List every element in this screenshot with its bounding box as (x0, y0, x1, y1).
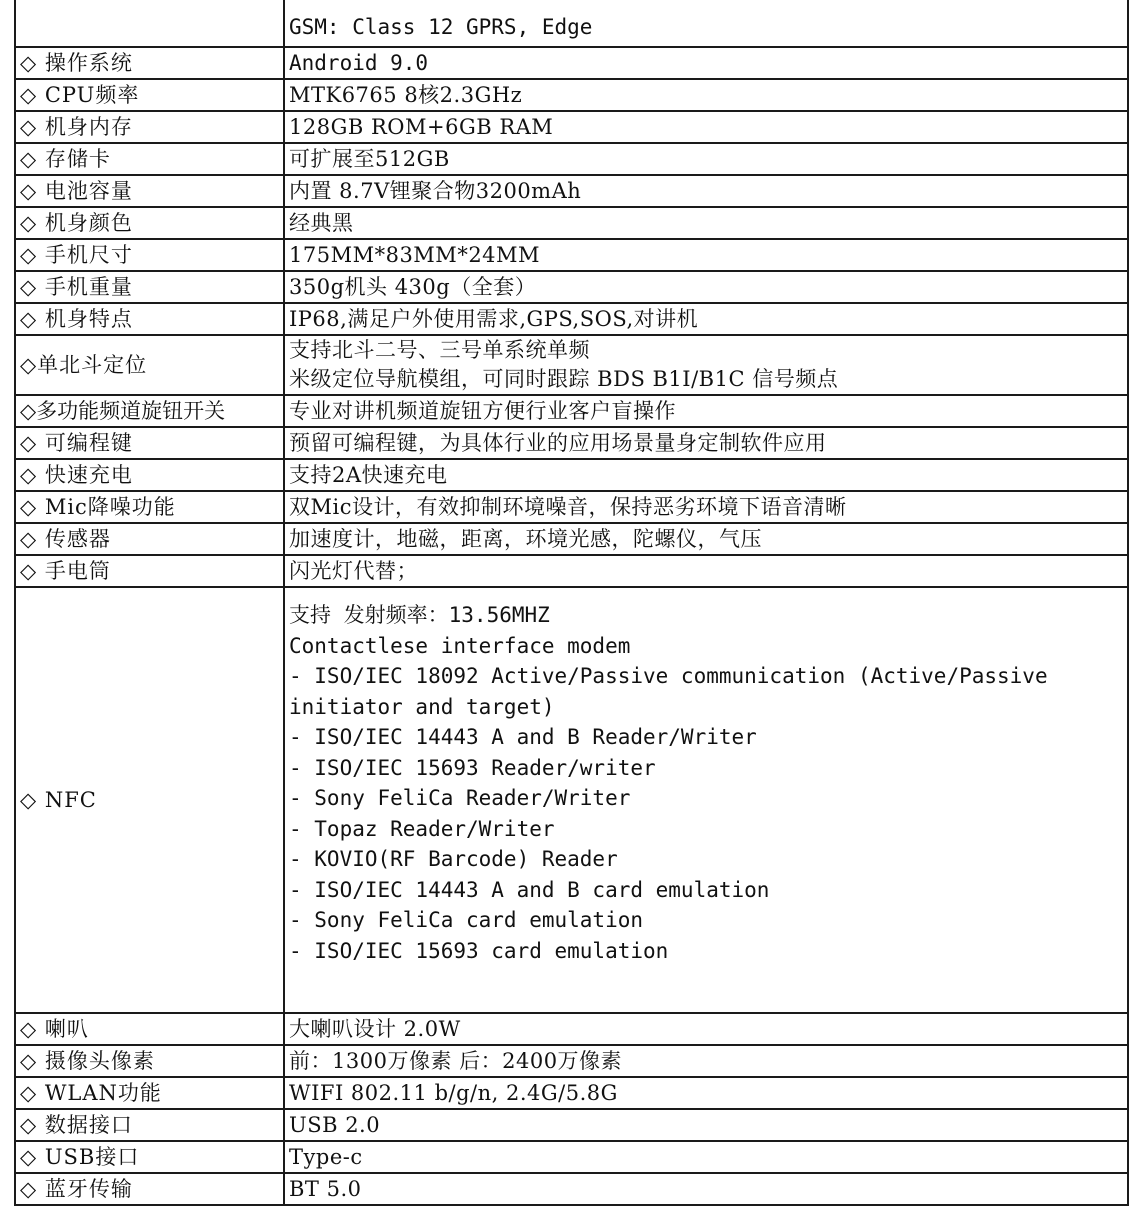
table-row (15, 207, 1128, 239)
spec-label: ◇ 传感器 (15, 523, 284, 555)
spec-value: GSM: Class 12 GPRS, Edge (284, 0, 1128, 47)
spec-value: BT 5.0 (284, 1173, 1128, 1205)
table-row (15, 271, 1128, 303)
spec-value-line: - Topaz Reader/Writer (289, 816, 555, 841)
spec-value-line: - KOVIO(RF Barcode) Reader (289, 847, 618, 871)
table-row (15, 175, 1128, 207)
spec-table (14, 0, 1129, 1206)
spec-value (284, 587, 1128, 1013)
spec-value: 专业对讲机频道旋钮方便行业客户盲操作 (284, 395, 1128, 427)
spec-value: 支持2A快速充电 (284, 459, 1128, 491)
spec-label (15, 0, 284, 47)
spec-value: 闪光灯代替； (284, 555, 1128, 587)
spec-value: MTK6765 8核2.3GHz (284, 79, 1128, 111)
spec-value-line: - Sony FeliCa card emulation (289, 908, 644, 932)
table-row (15, 1141, 1128, 1173)
spec-label: ◇ 电池容量 (15, 175, 284, 207)
spec-value: 预留可编程键，为具体行业的应用场景量身定制软件应用 (284, 427, 1128, 459)
spec-value-line: 米级定位导航模组，可同时跟踪 BDS B1I/B1C 信号频点 (289, 367, 839, 391)
table-row (15, 1109, 1128, 1141)
spec-value: 前：1300万像素 后：2400万像素 (284, 1045, 1128, 1077)
spec-value-line: initiator and target) (289, 694, 555, 719)
table-row (15, 491, 1128, 523)
spec-label: ◇ 机身内存 (15, 111, 284, 143)
spec-value: WIFI 802.11 b/g/n, 2.4G/5.8G (284, 1077, 1128, 1109)
spec-label: ◇ 手电筒 (15, 555, 284, 587)
table-row (15, 239, 1128, 271)
table-row (15, 1013, 1128, 1045)
spec-label: ◇ 手机尺寸 (15, 239, 284, 271)
spec-value: 可扩展至512GB (284, 143, 1128, 175)
spec-label: ◇ 可编程键 (15, 427, 284, 459)
table-row-nfc (15, 587, 1128, 1013)
spec-value-line: - ISO/IEC 14443 A and B Reader/Writer (289, 725, 757, 749)
spec-value: 175MM*83MM*24MM (284, 239, 1128, 271)
spec-label: ◇ 快速充电 (15, 459, 284, 491)
spec-value: 350g机头 430g（全套） (284, 271, 1128, 303)
spec-label: ◇ 操作系统 (15, 47, 284, 79)
table-row (15, 1077, 1128, 1109)
spec-label: ◇ USB接口 (15, 1141, 284, 1173)
table-row (15, 111, 1128, 143)
spec-value: 经典黑 (284, 207, 1128, 239)
table-row (15, 79, 1128, 111)
table-row (15, 459, 1128, 491)
spec-label: ◇ 机身特点 (15, 303, 284, 335)
spec-value: Type-c (284, 1141, 1128, 1173)
spec-value-line: - ISO/IEC 15693 Reader/writer (289, 755, 656, 780)
table-row (15, 303, 1128, 335)
spec-label: ◇ WLAN功能 (15, 1077, 284, 1109)
spec-value: 内置 8.7V锂聚合物3200mAh (284, 175, 1128, 207)
table-row (15, 1045, 1128, 1077)
spec-value: 双Mic设计，有效抑制环境噪音，保持恶劣环境下语音清晰 (284, 491, 1128, 523)
spec-value-line: - ISO/IEC 14443 A and B card emulation (289, 877, 770, 902)
table-row (15, 143, 1128, 175)
spec-label: ◇ NFC (15, 587, 284, 1013)
table-row (15, 0, 1128, 47)
spec-value-line: - ISO/IEC 15693 card emulation (289, 938, 669, 963)
spec-label: ◇ 存储卡 (15, 143, 284, 175)
table-row (15, 427, 1128, 459)
spec-value-line: 支持北斗二号、三号单系统单频 (289, 338, 590, 362)
table-row-beidou (15, 335, 1128, 395)
table-row (15, 555, 1128, 587)
spec-value: 128GB ROM+6GB RAM (284, 111, 1128, 143)
spec-label: ◇ 手机重量 (15, 271, 284, 303)
spec-label: ◇多功能频道旋钮开关 (15, 395, 284, 427)
spec-value: 加速度计，地磁，距离，环境光感，陀螺仪，气压 (284, 523, 1128, 555)
spec-value-line: Contactlese interface modem (289, 633, 631, 658)
spec-value-line: - Sony FeliCa Reader/Writer (289, 786, 631, 810)
spec-value: 大喇叭设计 2.0W (284, 1013, 1128, 1045)
spec-label: ◇ 摄像头像素 (15, 1045, 284, 1077)
spec-label: ◇单北斗定位 (15, 335, 284, 395)
spec-value: IP68,满足户外使用需求,GPS,SOS,对讲机 (284, 303, 1128, 335)
spec-label: ◇ Mic降噪功能 (15, 491, 284, 523)
spec-label: ◇ CPU频率 (15, 79, 284, 111)
spec-value: Android 9.0 (284, 47, 1128, 79)
table-row (15, 395, 1128, 427)
spec-label: ◇ 喇叭 (15, 1013, 284, 1045)
table-row (15, 523, 1128, 555)
spec-value-line: - ISO/IEC 18092 Active/Passive communication (Active/Passive (289, 664, 1048, 688)
spec-label: ◇ 机身颜色 (15, 207, 284, 239)
spec-label: ◇ 数据接口 (15, 1109, 284, 1141)
spec-label: ◇ 蓝牙传输 (15, 1173, 284, 1205)
table-row (15, 47, 1128, 79)
spec-value (284, 335, 1128, 395)
spec-value: USB 2.0 (284, 1109, 1128, 1141)
spec-value-line: 支持 发射频率：13.56MHZ (289, 603, 550, 627)
table-row (15, 1173, 1128, 1205)
